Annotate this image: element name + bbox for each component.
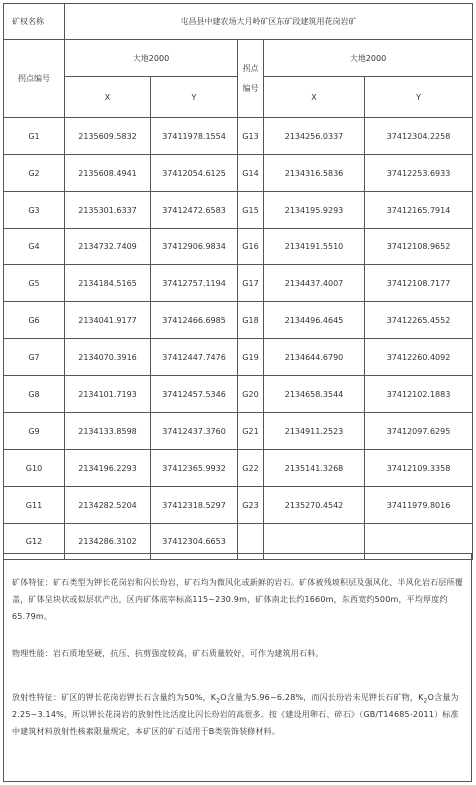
x-coord-left: 2134041.9177 (65, 302, 151, 339)
point-id-right: G22 (238, 450, 264, 487)
y-coord-left: 37412757.1194 (151, 265, 238, 302)
x-coord-right: 2134644.6790 (264, 339, 365, 376)
y-coord-left: 37412365.9932 (151, 450, 238, 487)
point-id-right: G16 (238, 229, 264, 265)
point-id-right: G17 (238, 265, 264, 302)
x-coord-right: 2134316.5836 (264, 155, 365, 192)
x-coord-right: 2135270.4542 (264, 487, 365, 524)
y-coord-right: 37412108.7177 (365, 265, 473, 302)
point-id-left: G7 (4, 339, 65, 376)
x-coord-right: 2134911.2523 (264, 413, 365, 450)
y-coord-left: 37412437.3760 (151, 413, 238, 450)
point-id-left: G12 (4, 524, 65, 560)
point-label-bottom: 编号 (242, 83, 259, 93)
point-id-right: G18 (238, 302, 264, 339)
point-id-left: G11 (4, 487, 65, 524)
point-no-header-left: 拐点编号 (4, 40, 65, 118)
x-coord-right: 2134437.4007 (264, 265, 365, 302)
y-coord-left: 37411978.1554 (151, 118, 238, 155)
x-coord-left: 2134070.3916 (65, 339, 151, 376)
table-row (4, 376, 473, 413)
y-coord-left: 37412472.6583 (151, 192, 238, 229)
physical-properties: 物理性能：岩石质地坚硬，抗压、抗剪强度较高，矿石质量较好，可作为建筑用石料。 (12, 649, 324, 658)
notes-section (3, 553, 472, 782)
title-row (4, 4, 473, 40)
coordinate-table (3, 3, 473, 560)
point-id-right: G14 (238, 155, 264, 192)
y-coord-left: 37412054.6125 (151, 155, 238, 192)
point-id-right: G20 (238, 376, 264, 413)
point-id-left: G2 (4, 155, 65, 192)
table-row (4, 413, 473, 450)
mine-name-label: 矿权名称 (4, 4, 65, 40)
ore-body-features: 矿体特征：矿石类型为钾长花岗岩和闪长玢岩，矿石均为微风化或新鲜的岩石。矿体被残坡积层及强风化、半风化岩石层所覆盖，矿体呈块状或似层状产出，区内矿体底宰标高115~230.9m，矿体南北长约1660m，东西宽约500m，平均厚度约65.79m。 (12, 578, 463, 621)
point-id-left: G10 (4, 450, 65, 487)
y-coord-right: 37412108.9652 (365, 229, 473, 265)
radioactivity-features: 放射性特征：矿区的钾长花岗岩钾长石含量约为50%，$K_2O$含量为5.96~6.28%，而闪长玢岩未见钾长石矿物，$K_2O$含量为2.25~3.14%，所以钾长花岗岩的放射性比活度比闪长玢岩的高很多。按《建设用卵石、碎石》（GB/T14685-2011）标准中建筑材料放射性核素限量规定，本矿区的矿石适用于B类装饰装修材料。 (12, 693, 459, 736)
table-row (4, 155, 473, 192)
mine-coordinate-document (3, 3, 472, 782)
x-coord-right: 2134658.3544 (264, 376, 365, 413)
x-coord-right: 2135141.3268 (264, 450, 365, 487)
point-id-left: G1 (4, 118, 65, 155)
point-id-right: G23 (238, 487, 264, 524)
y-coord-left: 37412447.7476 (151, 339, 238, 376)
point-label-top: 拐点 (242, 63, 259, 73)
x-coord-left: 2134282.5204 (65, 487, 151, 524)
y-coord-right: 37412253.6933 (365, 155, 473, 192)
x-coord-left: 2134101.7193 (65, 376, 151, 413)
table-row (4, 229, 473, 265)
x-coord-left: 2135609.5832 (65, 118, 151, 155)
y-coord-right: 37412102.1883 (365, 376, 473, 413)
point-id-right: G15 (238, 192, 264, 229)
x-header-left: X (65, 77, 151, 118)
coord-system-row (4, 40, 473, 77)
y-coord-right: 37412260.4092 (365, 339, 473, 376)
y-coord-left: 37412304.6653 (151, 524, 238, 560)
x-coord-left: 2135608.4941 (65, 155, 151, 192)
y-coord-right: 37411979.8016 (365, 487, 473, 524)
point-id-right: G21 (238, 413, 264, 450)
x-coord-right: 2134256.0337 (264, 118, 365, 155)
y-coord-right: 37412304.2258 (365, 118, 473, 155)
point-id-left: G9 (4, 413, 65, 450)
table-row (4, 450, 473, 487)
coord-system-right: 大地2000 (264, 40, 473, 77)
x-coord-right: 2134496.4645 (264, 302, 365, 339)
table-row (4, 339, 473, 376)
table-row (4, 302, 473, 339)
y-coord-left: 37412466.6985 (151, 302, 238, 339)
table-row (4, 118, 473, 155)
point-id-left: G3 (4, 192, 65, 229)
y-coord-right: 37412265.4552 (365, 302, 473, 339)
x-coord-left: 2134184.5165 (65, 265, 151, 302)
y-coord-left: 37412318.5297 (151, 487, 238, 524)
y-coord-left: 37412457.5346 (151, 376, 238, 413)
table-row (4, 192, 473, 229)
y-header-left: Y (151, 77, 238, 118)
table-row (4, 487, 473, 524)
x-coord-left: 2134196.2293 (65, 450, 151, 487)
point-id-left: G4 (4, 229, 65, 265)
point-id-left: G5 (4, 265, 65, 302)
point-id-left: G6 (4, 302, 65, 339)
coord-system-left: 大地2000 (65, 40, 238, 77)
y-coord-right: 37412165.7914 (365, 192, 473, 229)
x-header-right: X (264, 77, 365, 118)
mine-name: 屯昌县中建农场大月岭矿区东矿段建筑用花岗岩矿 (65, 4, 473, 40)
x-coord-left: 2134133.8598 (65, 413, 151, 450)
table-row (4, 265, 473, 302)
point-no-header-right (238, 40, 264, 118)
point-id-right: G19 (238, 339, 264, 376)
x-coord-left: 2135301.6337 (65, 192, 151, 229)
x-coord-left: 2134286.3102 (65, 524, 151, 560)
point-id-right: G13 (238, 118, 264, 155)
x-coord-right: 2134195.9293 (264, 192, 365, 229)
point-id-left: G8 (4, 376, 65, 413)
y-coord-left: 37412906.9834 (151, 229, 238, 265)
y-coord-right: 37412109.3358 (365, 450, 473, 487)
y-header-right: Y (365, 77, 473, 118)
x-coord-right: 2134191.5510 (264, 229, 365, 265)
x-coord-left: 2134732.7409 (65, 229, 151, 265)
y-coord-right: 37412097.6295 (365, 413, 473, 450)
